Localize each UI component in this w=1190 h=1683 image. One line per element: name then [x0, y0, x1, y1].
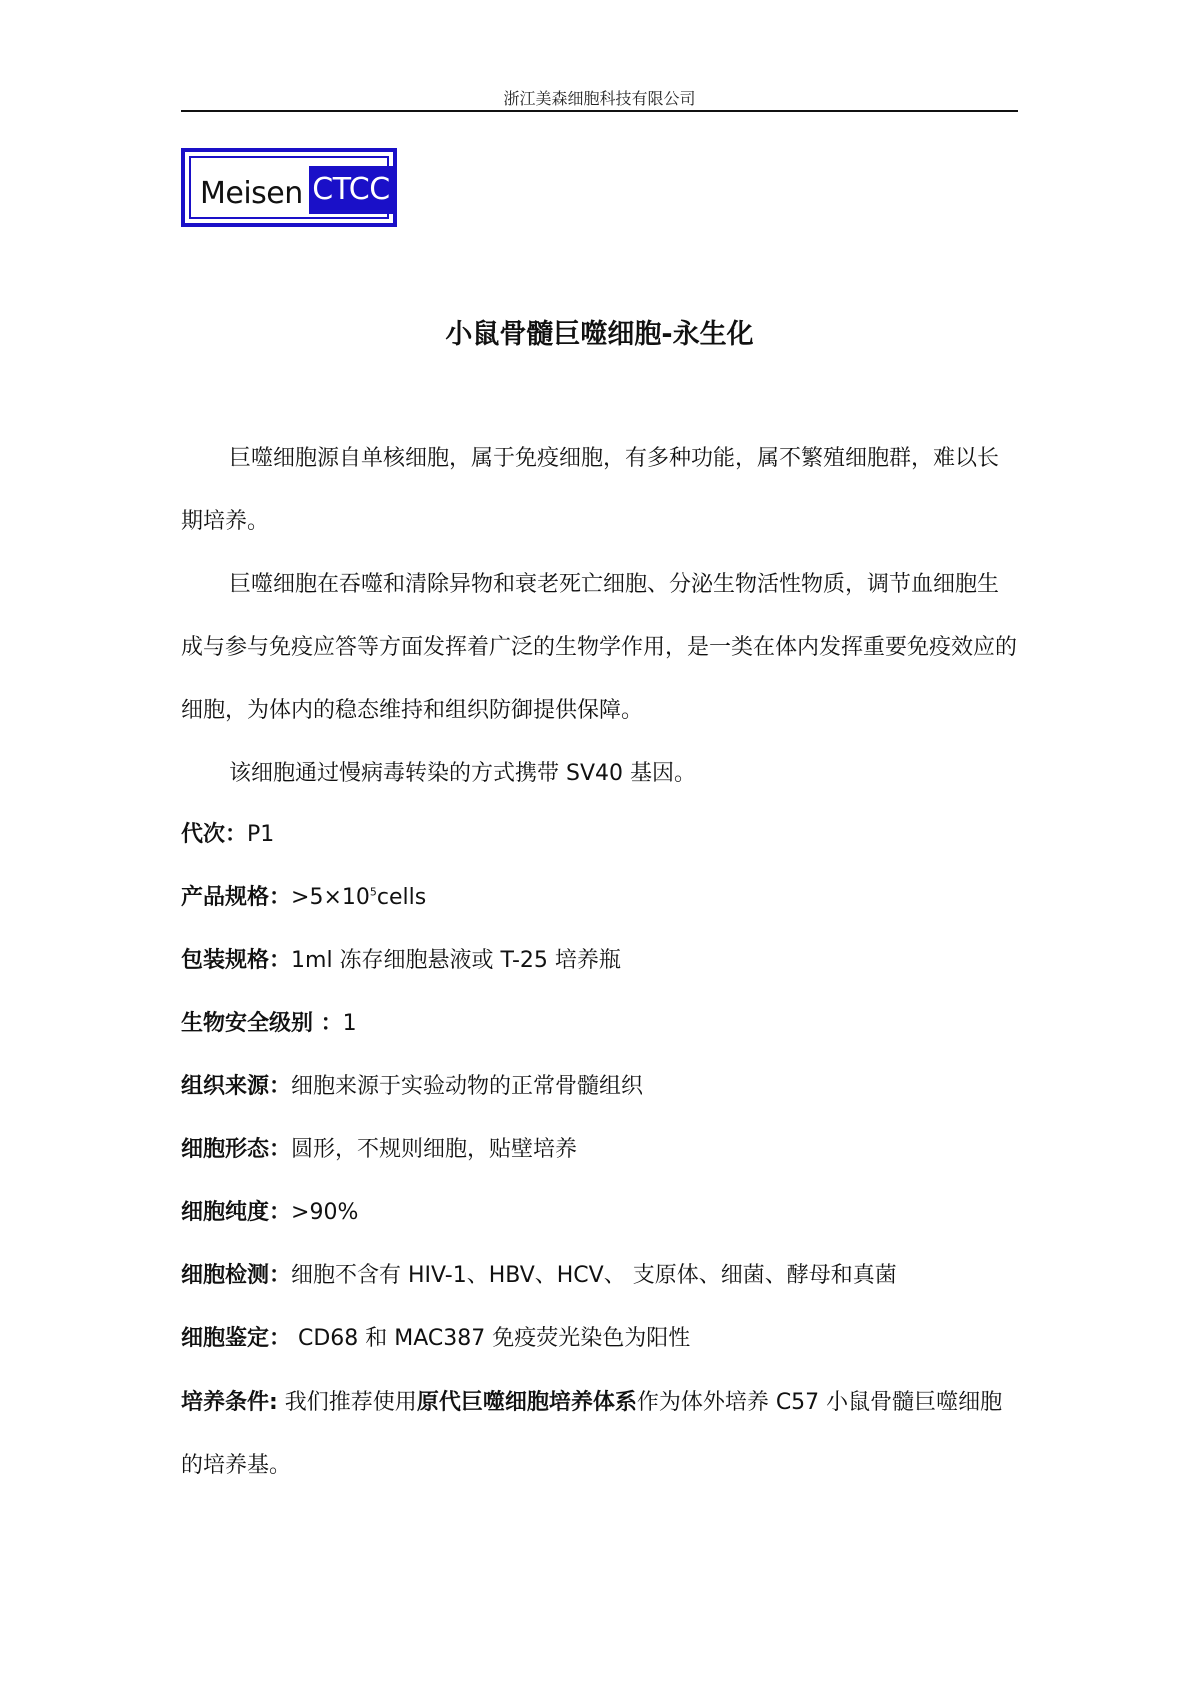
field-detection-value: 细胞不含有 HIV-1、HBV、HCV、 支原体、细菌、酵母和真菌 — [291, 1263, 897, 1288]
field-spec-value: >5×10 — [291, 885, 370, 910]
logo-inner-frame — [189, 156, 389, 219]
field-package — [181, 946, 1018, 976]
field-detection-label: 细胞检测： — [181, 1263, 292, 1288]
document-title: 小鼠骨髓巨噬细胞-永生化 — [445, 319, 754, 350]
field-detection — [181, 1261, 1018, 1291]
field-morphology-value: 圆形，不规则细胞，贴壁培养 — [291, 1137, 578, 1162]
field-culture-label: 培养条件: — [181, 1390, 278, 1415]
field-spec-exponent: 5 — [369, 885, 377, 899]
field-spec-unit: cells — [376, 885, 427, 910]
field-passage-label: 代次： — [181, 822, 248, 847]
field-biosafety — [181, 1009, 1018, 1039]
field-purity-label: 细胞纯度： — [181, 1200, 292, 1225]
field-morphology-label: 细胞形态： — [181, 1137, 292, 1162]
field-culture — [181, 1371, 1018, 1497]
field-passage-value: P1 — [247, 822, 275, 847]
paragraph-function: 巨噬细胞在吞噬和清除异物和衰老死亡细胞、分泌生物活性物质，调节血细胞生成与参与免疫应答等方面发挥着广泛的生物学作用，是一类在体内发挥重要免疫效应的细胞，为体内的稳态维持和组织防御提供保障。 — [181, 572, 1018, 723]
field-tissue-value: 细胞来源于实验动物的正常骨髓组织 — [291, 1074, 644, 1099]
paragraph-sv40: 该细胞通过慢病毒转染的方式携带 SV40 基因。 — [229, 761, 696, 786]
field-spec-label: 产品规格： — [181, 885, 292, 910]
field-culture-value-post: 作为体外培养 C57 小鼠骨髓巨噬细胞的培养基。 — [181, 1390, 1003, 1478]
company-logo — [181, 148, 397, 227]
field-biosafety-label: 生物安全级别 ： — [181, 1011, 343, 1036]
header-divider — [181, 110, 1018, 112]
field-identification-value: CD68 和 MAC387 免疫荧光染色为阳性 — [291, 1326, 691, 1351]
field-package-label: 包装规格： — [181, 948, 292, 973]
field-identification-label: 细胞鉴定： — [181, 1326, 292, 1351]
field-package-value: 1ml 冻存细胞悬液或 T-25 培养瓶 — [291, 948, 621, 973]
field-culture-value-pre: 我们推荐使用 — [277, 1390, 417, 1415]
field-biosafety-value: 1 — [342, 1011, 357, 1036]
field-identification — [181, 1324, 1018, 1354]
logo-text-ctcc: CTCC — [309, 166, 393, 214]
paragraph-intro: 巨噬细胞源自单核细胞，属于免疫细胞，有多种功能，属不繁殖细胞群，难以长期培养。 — [181, 446, 1000, 534]
field-purity — [181, 1198, 1018, 1228]
field-morphology — [181, 1135, 1018, 1165]
field-purity-value: >90% — [291, 1200, 359, 1225]
field-tissue — [181, 1072, 1018, 1102]
field-passage — [181, 820, 1018, 850]
field-culture-medium-name: 原代巨噬细胞培养体系 — [416, 1390, 637, 1415]
field-spec — [181, 883, 1018, 913]
logo-text-meisen: Meisen — [200, 176, 303, 211]
field-tissue-label: 组织来源： — [181, 1074, 292, 1099]
header-company: 浙江美森细胞科技有限公司 — [503, 89, 696, 108]
